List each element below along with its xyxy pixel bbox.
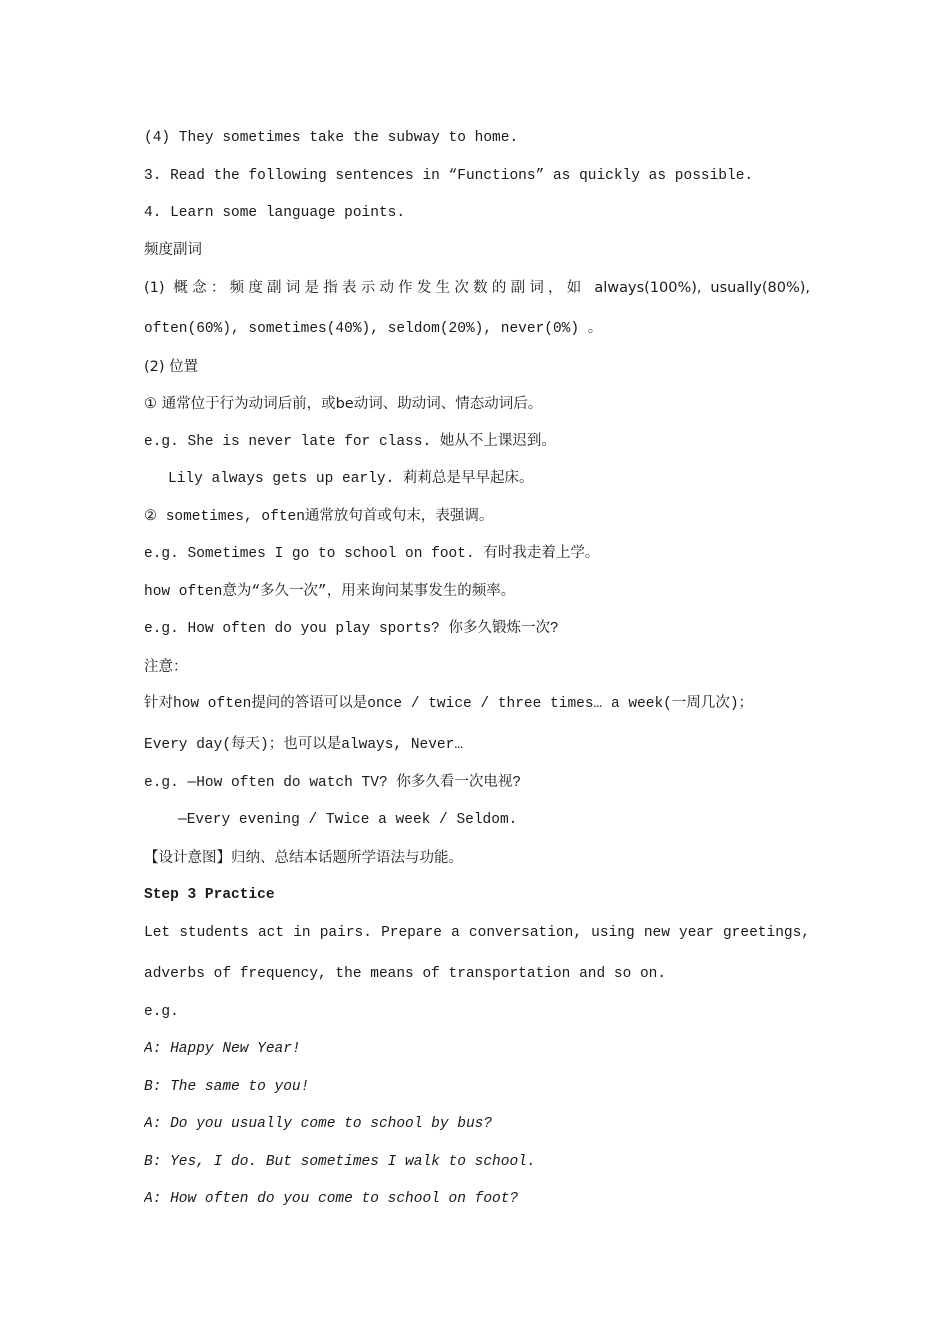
text-line: how often意为“多久一次”，用来询问某事发生的频率。 bbox=[144, 584, 516, 600]
text-line: 3. Read the following sentences in “Functions” as quickly as possible. bbox=[144, 168, 754, 184]
example-line: e.g. Sometimes I go to school on foot. 有时我走着上学。 bbox=[144, 546, 600, 562]
example-line: e.g. She is never late for class. 她从不上课迟到。 bbox=[144, 434, 556, 450]
text-line: ② sometimes, often通常放句首或句末，表强调。 bbox=[144, 509, 494, 525]
example-line: e.g. How often do you play sports? 你多久锻炼一次? bbox=[144, 621, 559, 637]
dialogue-line: B: Yes, I do. But sometimes I walk to school. bbox=[144, 1154, 536, 1170]
dialogue-line: A: Do you usually come to school by bus? bbox=[144, 1116, 493, 1132]
text-line: ① 通常位于行为动词后前，或be动词、助动词、情态动词后。 bbox=[144, 396, 543, 412]
text-line: (2) 位置 bbox=[144, 359, 199, 375]
text-line: (4) They sometimes take the subway to home. bbox=[144, 130, 519, 146]
dialogue-line: A: How often do you come to school on foot? bbox=[144, 1191, 519, 1207]
text-line: Every day(每天)；也可以是always, Never… bbox=[144, 737, 464, 753]
design-intent: 【设计意图】归纳、总结本话题所学语法与功能。 bbox=[144, 850, 463, 866]
example-line: e.g. —How often do watch TV? 你多久看一次电视? bbox=[144, 775, 522, 791]
section-heading: 频度副词 bbox=[144, 242, 202, 258]
example-line: —Every evening / Twice a week / Seldom. bbox=[178, 812, 518, 828]
dialogue-line: B: The same to you! bbox=[144, 1079, 310, 1095]
text-line: often(60%), sometimes(40%), seldom(20%), never(0%) 。 bbox=[144, 321, 603, 337]
text-line: adverbs of frequency, the means of transportation and so on. bbox=[144, 966, 667, 982]
dialogue-line: A: Happy New Year! bbox=[144, 1041, 301, 1057]
text-line: e.g. bbox=[144, 1004, 179, 1020]
text-line: Let students act in pairs. Prepare a conversation, using new year greetings, bbox=[144, 925, 810, 941]
example-line: Lily always gets up early. 莉莉总是早早起床。 bbox=[168, 471, 534, 487]
step-heading: Step 3 Practice bbox=[144, 887, 275, 903]
note-heading: 注意： bbox=[144, 659, 188, 675]
text-line: (1) 概念：频度副词是指表示动作发生次数的副词，如 always(100%), usually(80%), bbox=[144, 280, 810, 296]
text-line: 针对how often提问的答语可以是once / twice / three times… a week(一周几次)； bbox=[144, 696, 754, 712]
text-line: 4. Learn some language points. bbox=[144, 205, 406, 221]
